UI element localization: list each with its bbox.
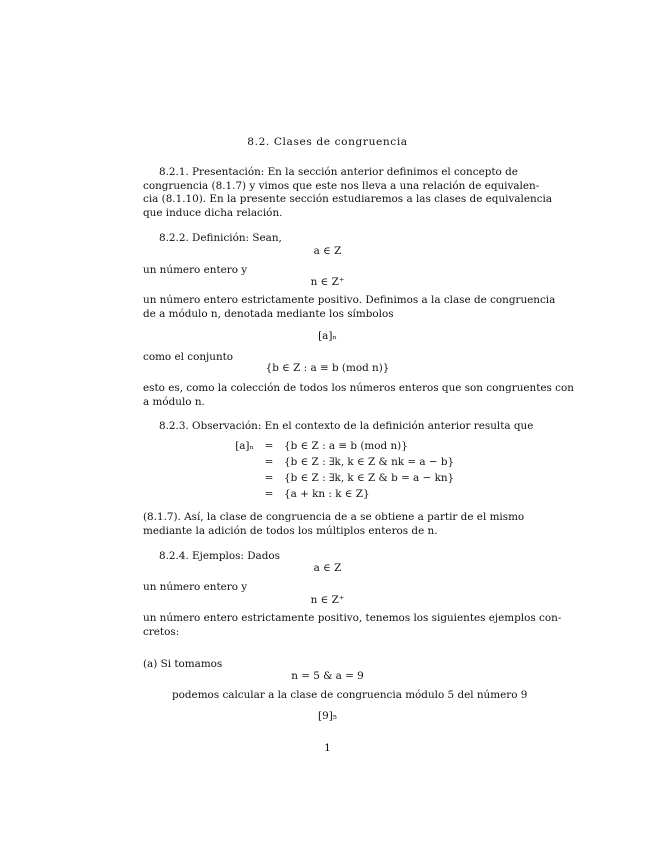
examples-heading: 8.2.4. Ejemplos: Dados — [159, 550, 280, 562]
equation-array — [222, 438, 458, 502]
equation-lhs: [a]ₙ — [235, 440, 254, 452]
body-text: un número entero y — [143, 264, 248, 276]
text-line: congruencia (8.1.7) y vimos que este nos lleva a una relación de equivalen- — [143, 179, 540, 192]
text-line: un número entero estrictamente positivo. Definimos a la clase de congruencia — [143, 294, 556, 306]
paragraph-definition — [143, 294, 556, 321]
text-line: cretos: — [143, 625, 180, 638]
equation-row — [222, 438, 458, 454]
text-line: que induce dicha relación. — [143, 207, 283, 220]
paragraph-definition-end — [143, 382, 574, 409]
paragraph-observation-end — [143, 511, 525, 538]
equation-rhs: {a + kn : k ∈ Z} — [284, 488, 370, 500]
observation-heading: 8.2.3. Observación: En el contexto de la definición anterior resulta que — [159, 420, 534, 432]
equation-row — [222, 454, 458, 470]
paragraph-8-2-1 — [143, 166, 553, 221]
body-text: podemos calcular a la clase de congruencia módulo 5 del número 9 — [172, 689, 528, 701]
equation-relation: = — [264, 472, 274, 484]
section-title: 8.2. Clases de congruencia — [247, 136, 408, 148]
equation-n-in-zplus: n ∈ Z⁺ — [310, 594, 345, 606]
equation-lhs — [222, 470, 258, 486]
list-item-a: (a) Si tomamos — [143, 658, 223, 670]
equation-n-in-zplus: n ∈ Z⁺ — [310, 276, 345, 288]
text-line: un número entero estrictamente positivo, tenemos los siguientes ejemplos con- — [143, 612, 562, 624]
equation-class-9-mod-5: [9]₅ — [318, 710, 337, 722]
equation-set-definition: {b ∈ Z : a ≡ b (mod n)} — [265, 362, 390, 374]
text-line: esto es, como la colección de todos los números enteros que son congruentes con — [143, 382, 574, 394]
equation-rhs: {b ∈ Z : ∃k, k ∈ Z & b = a − kn} — [284, 472, 455, 484]
equation-lhs — [222, 486, 258, 502]
text-line: 8.2.1. Presentación: En la sección anterior definimos el concepto de — [159, 166, 518, 178]
text-line: cia (8.1.10). En la presente sección estudiaremos a las clases de equivalencia — [143, 193, 553, 206]
equation-rhs: {b ∈ Z : ∃k, k ∈ Z & nk = a − b} — [284, 456, 455, 468]
equation-relation: = — [264, 488, 274, 500]
text-line: (8.1.7). Así, la clase de congruencia de a se obtiene a partir de el mismo — [143, 511, 525, 523]
text-line: a módulo n. — [143, 395, 205, 408]
text-line: mediante la adición de todos los múltiplos enteros de n. — [143, 524, 438, 537]
equation-values: n = 5 & a = 9 — [291, 670, 364, 682]
equation-relation: = — [264, 440, 274, 452]
body-text: como el conjunto — [143, 351, 234, 363]
equation-class-notation: [a]ₙ — [318, 330, 337, 342]
equation-a-in-z: a ∈ Z — [313, 562, 342, 574]
text-line: de a módulo n, denotada mediante los símbolos — [143, 307, 394, 320]
page-number: 1 — [324, 742, 331, 754]
equation-relation: = — [264, 456, 274, 468]
body-text: un número entero y — [143, 581, 248, 593]
equation-lhs — [222, 454, 258, 470]
equation-row — [222, 470, 458, 486]
equation-a-in-z: a ∈ Z — [313, 245, 342, 257]
paragraph-examples — [143, 612, 562, 639]
definition-heading: 8.2.2. Definición: Sean, — [159, 232, 282, 244]
equation-rhs: {b ∈ Z : a ≡ b (mod n)} — [284, 440, 408, 452]
equation-row — [222, 486, 458, 502]
